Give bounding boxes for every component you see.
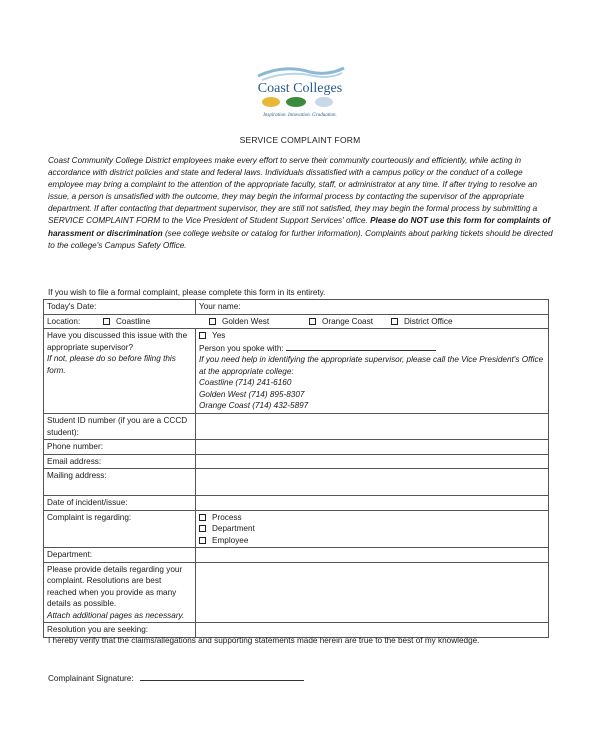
student-id-input[interactable] <box>196 414 549 440</box>
table-row <box>44 329 549 414</box>
location-option-coastline[interactable]: Coastline <box>103 316 209 328</box>
details-input[interactable] <box>196 562 549 623</box>
table-row <box>44 496 549 511</box>
instruction-text: If you wish to file a formal complaint, please complete this form in its entirety. <box>48 288 326 297</box>
table-row <box>44 623 549 638</box>
yes-checkbox[interactable] <box>199 332 206 339</box>
discussed-note: If not, please do so before filing this form. <box>47 354 176 375</box>
details-cell <box>44 562 196 623</box>
location-row <box>44 314 549 329</box>
checkbox-icon[interactable] <box>103 318 110 325</box>
verification-statement: I hereby verify that the claims/allegations and supporting statements made herein are true to the best of my knowledge. <box>48 636 480 645</box>
table-row <box>44 548 549 563</box>
table-row <box>44 510 549 548</box>
signature-row <box>48 672 304 683</box>
signature-label: Complainant Signature: <box>48 674 134 683</box>
logo-tagline: Inspiration. Innovation. Graduation. <box>263 113 337 118</box>
location-option-goldenwest[interactable]: Golden West <box>209 316 309 328</box>
phone-orangecoast: Orange Coast (714) 432-5897 <box>199 401 309 410</box>
process-label: Process <box>212 512 242 522</box>
employee-checkbox[interactable] <box>199 537 206 544</box>
supervisor-cell <box>196 329 549 414</box>
table-row <box>44 454 549 469</box>
email-label: Email address: <box>44 454 196 469</box>
table-row <box>44 469 549 496</box>
date-incident-input[interactable] <box>196 496 549 511</box>
table-row <box>44 314 549 329</box>
details-label: Please provide details regarding your complaint. Resolutions are best reached when you provide as many details as possible. <box>47 564 183 608</box>
checkbox-icon[interactable] <box>391 318 398 325</box>
intro-paragraph <box>48 155 558 252</box>
person-spoke-input[interactable] <box>286 342 436 351</box>
date-incident-label: Date of incident/issue: <box>44 496 196 511</box>
discussed-cell <box>44 329 196 414</box>
location-option-orangecoast[interactable]: Orange Coast <box>309 316 391 328</box>
student-id-label: Student ID number (if you are a CCCD student): <box>44 414 196 440</box>
department-checkbox[interactable] <box>199 525 206 532</box>
table-row <box>44 562 549 623</box>
department-option-label: Department <box>212 524 255 533</box>
todays-date-field[interactable]: Today's Date: <box>44 300 196 315</box>
complaint-form-table <box>43 299 549 638</box>
form-title: SERVICE COMPLAINT FORM <box>239 135 361 145</box>
checkbox-icon[interactable] <box>309 318 316 325</box>
location-label: Location: <box>47 316 81 326</box>
resolution-label: Resolution you are seeking: <box>44 623 196 638</box>
intro-bold-warning: Please do NOT use this form for complaints of harassment or discrimination <box>48 216 551 238</box>
details-note: Attach additional pages as necessary. <box>47 610 185 620</box>
yes-label: Yes <box>212 331 226 340</box>
your-name-field[interactable]: Your name: <box>196 300 549 315</box>
logo-badge-orangecoast <box>315 97 333 107</box>
resolution-input[interactable] <box>196 623 549 638</box>
mailing-input[interactable] <box>196 469 549 496</box>
phone-input[interactable] <box>196 440 549 455</box>
location-option-districtoffice[interactable]: District Office <box>391 316 453 328</box>
person-spoke-label: Person you spoke with: <box>199 343 284 353</box>
intro-text-1: Coast Community College District employees make every effort to serve their community courteously and efficiently, while acting in accordance with district policies and state and federal laws. Individuals dissatisfied with a campus policy or the conduct of a college employee may bring a complaint to the attention of the appropriate faculty, staff, or administrator at any time. If after trying to resolve an issue, a person is unsatisfied with the outcome, they may begin the informal process by contacting the supervisor of the appropriate department. If after contacting that department supervisor, they are still not satisfied, they may begin the formal process by submitting a SERVICE COMPLAINT FORM to the Vice President of Student Support Services' office. <box>48 156 538 226</box>
phone-goldenwest: Golden West (714) 895-8307 <box>199 389 305 399</box>
table-row <box>44 414 549 440</box>
signature-line[interactable] <box>140 672 304 681</box>
table-row <box>44 440 549 455</box>
logo-name: Coast Colleges <box>257 81 343 96</box>
logo-badge-goldenwest <box>286 97 306 107</box>
email-input[interactable] <box>196 454 549 469</box>
phone-coastline: Coastline (714) 241-6160 <box>199 378 292 387</box>
intro-text-2: (see college website or catalog for further information). Complaints about parking tickets should be directed to the college's Campus Safety Office. <box>48 228 553 250</box>
help-text: If you need help in identifying the appropriate supervisor, please call the Vice President's Office at the appropriate college: <box>199 355 544 376</box>
employee-label: Employee <box>212 535 249 545</box>
coast-colleges-logo <box>244 64 356 120</box>
logo-badge-coastline <box>262 97 280 107</box>
discussed-label: Have you discussed this issue with the appropriate supervisor? <box>47 331 188 352</box>
department-input[interactable] <box>196 548 549 563</box>
table-row <box>44 300 549 315</box>
phone-label: Phone number: <box>44 440 196 455</box>
checkbox-icon[interactable] <box>209 318 216 325</box>
department-label: Department: <box>44 548 196 563</box>
process-checkbox[interactable] <box>199 514 206 521</box>
regarding-options <box>196 510 549 548</box>
regarding-label: Complaint is regarding: <box>44 510 196 548</box>
mailing-label: Mailing address: <box>44 469 196 496</box>
